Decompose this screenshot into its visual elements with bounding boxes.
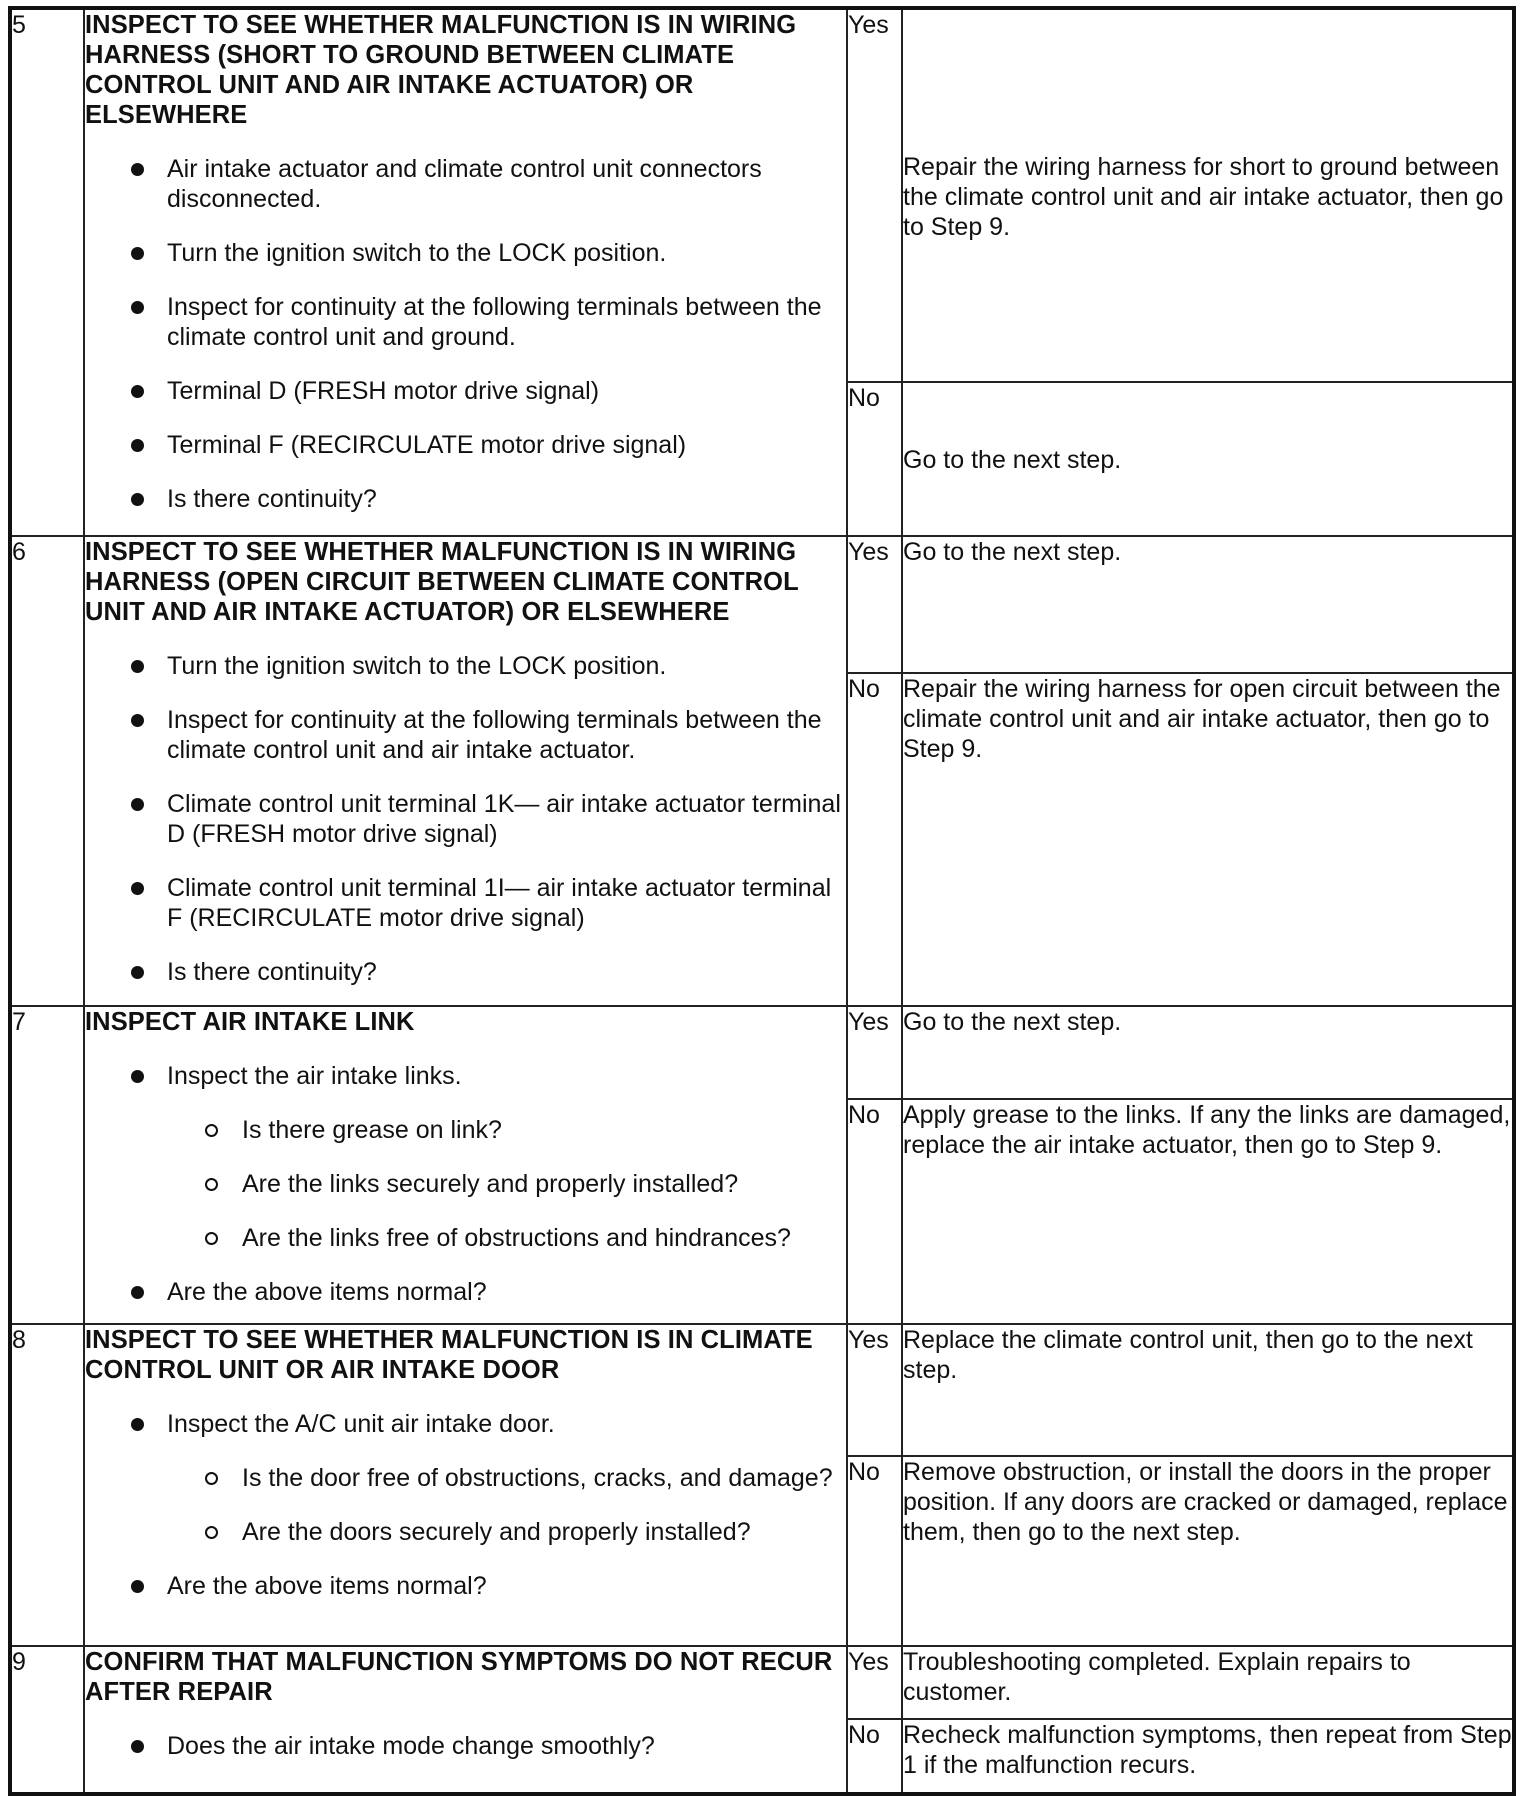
sub-bullet-item: Is there grease on link? — [85, 1115, 846, 1145]
sub-bullet-item: Are the links free of obstructions and hindrances? — [85, 1223, 846, 1253]
bullet-item: Is there continuity? — [85, 957, 846, 987]
result-yes-text: Repair the wiring harness for short to ground between the climate control unit and air intake actuator, then go to Step 9. — [902, 8, 1514, 382]
step-number: 9 — [10, 1646, 84, 1794]
bullet-item: Turn the ignition switch to the LOCK position. — [85, 651, 846, 681]
step-8-yes-row — [10, 1324, 1514, 1456]
result-no-text: Repair the wiring harness for open circuit between the climate control unit and air intake actuator, then go to Step 9. — [902, 673, 1514, 1006]
bullet-list — [85, 1409, 846, 1439]
step-title: INSPECT TO SEE WHETHER MALFUNCTION IS IN CLIMATE CONTROL UNIT OR AIR INTAKE DOOR — [85, 1326, 813, 1384]
result-no-text: Apply grease to the links. If any the links are damaged, replace the air intake actuator, then go to Step 9. — [902, 1099, 1514, 1324]
sub-bullet-list — [85, 1463, 846, 1547]
step-action — [84, 1646, 847, 1794]
result-no-label: No — [847, 382, 902, 536]
bullet-item: Is there continuity? — [85, 484, 846, 514]
bullet-item: Terminal F (RECIRCULATE motor drive signal) — [85, 430, 846, 460]
step-7-yes-row — [10, 1006, 1514, 1099]
result-yes-label: Yes — [847, 8, 902, 382]
bullet-item: Terminal D (FRESH motor drive signal) — [85, 376, 846, 406]
bullet-list — [85, 651, 846, 987]
bullet-item: Inspect the air intake links. — [85, 1061, 846, 1091]
step-title: INSPECT TO SEE WHETHER MALFUNCTION IS IN WIRING HARNESS (SHORT TO GROUND BETWEEN CLIMATE CONTROL UNIT AND AIR INTAKE ACTUATOR) OR ELSEWHERE — [85, 11, 797, 129]
step-action — [84, 8, 847, 536]
step-number: 8 — [10, 1324, 84, 1646]
result-yes-text: Troubleshooting completed. Explain repairs to customer. — [902, 1646, 1514, 1719]
bullet-item: Turn the ignition switch to the LOCK position. — [85, 238, 846, 268]
step-6-yes-row — [10, 536, 1514, 673]
step-number: 6 — [10, 536, 84, 1006]
result-no-label: No — [847, 1719, 902, 1794]
bullet-item: Are the above items normal? — [85, 1277, 846, 1307]
step-action — [84, 1324, 847, 1646]
result-yes-label: Yes — [847, 1006, 902, 1099]
step-title: INSPECT TO SEE WHETHER MALFUNCTION IS IN WIRING HARNESS (OPEN CIRCUIT BETWEEN CLIMATE CONTROL UNIT AND AIR INTAKE ACTUATOR) OR ELSEWHERE — [85, 538, 799, 626]
bullet-list — [85, 1277, 846, 1307]
step-title: INSPECT AIR INTAKE LINK — [85, 1008, 415, 1036]
result-no-text: Remove obstruction, or install the doors in the proper position. If any doors are cracked or damaged, replace them, then go to the next step. — [902, 1456, 1514, 1646]
sub-bullet-item: Is the door free of obstructions, cracks, and damage? — [85, 1463, 846, 1493]
result-yes-label: Yes — [847, 1646, 902, 1719]
bullet-item: Air intake actuator and climate control unit connectors disconnected. — [85, 154, 846, 214]
sub-bullet-list — [85, 1115, 846, 1253]
bullet-item: Are the above items normal? — [85, 1571, 846, 1601]
result-yes-text: Go to the next step. — [902, 1006, 1514, 1099]
bullet-list — [85, 154, 846, 514]
sub-bullet-item: Are the links securely and properly installed? — [85, 1169, 846, 1199]
sub-bullet-item: Are the doors securely and properly installed? — [85, 1517, 846, 1547]
result-yes-label: Yes — [847, 536, 902, 673]
bullet-item: Does the air intake mode change smoothly? — [85, 1731, 846, 1761]
bullet-item: Inspect the A/C unit air intake door. — [85, 1409, 846, 1439]
step-9-yes-row — [10, 1646, 1514, 1719]
result-no-text: Go to the next step. — [902, 382, 1514, 536]
bullet-item: Inspect for continuity at the following terminals between the climate control unit and air intake actuator. — [85, 705, 846, 765]
bullet-list — [85, 1731, 846, 1761]
result-yes-text: Replace the climate control unit, then go to the next step. — [902, 1324, 1514, 1456]
bullet-item: Climate control unit terminal 1K— air intake actuator terminal D (FRESH motor drive signal) — [85, 789, 846, 849]
step-5-yes-row — [10, 8, 1514, 382]
result-no-label: No — [847, 1456, 902, 1646]
result-yes-label: Yes — [847, 1324, 902, 1456]
bullet-item: Climate control unit terminal 1I— air intake actuator terminal F (RECIRCULATE motor drive signal) — [85, 873, 846, 933]
result-no-label: No — [847, 1099, 902, 1324]
step-action — [84, 536, 847, 1006]
step-number: 7 — [10, 1006, 84, 1324]
bullet-list — [85, 1061, 846, 1091]
step-title: CONFIRM THAT MALFUNCTION SYMPTOMS DO NOT RECUR AFTER REPAIR — [85, 1648, 833, 1706]
troubleshooting-table — [8, 6, 1516, 1796]
result-no-text: Recheck malfunction symptoms, then repeat from Step 1 if the malfunction recurs. — [902, 1719, 1514, 1794]
result-no-label: No — [847, 673, 902, 1006]
bullet-item: Inspect for continuity at the following terminals between the climate control unit and ground. — [85, 292, 846, 352]
step-action — [84, 1006, 847, 1324]
step-number: 5 — [10, 8, 84, 536]
result-yes-text: Go to the next step. — [902, 536, 1514, 673]
bullet-list — [85, 1571, 846, 1601]
